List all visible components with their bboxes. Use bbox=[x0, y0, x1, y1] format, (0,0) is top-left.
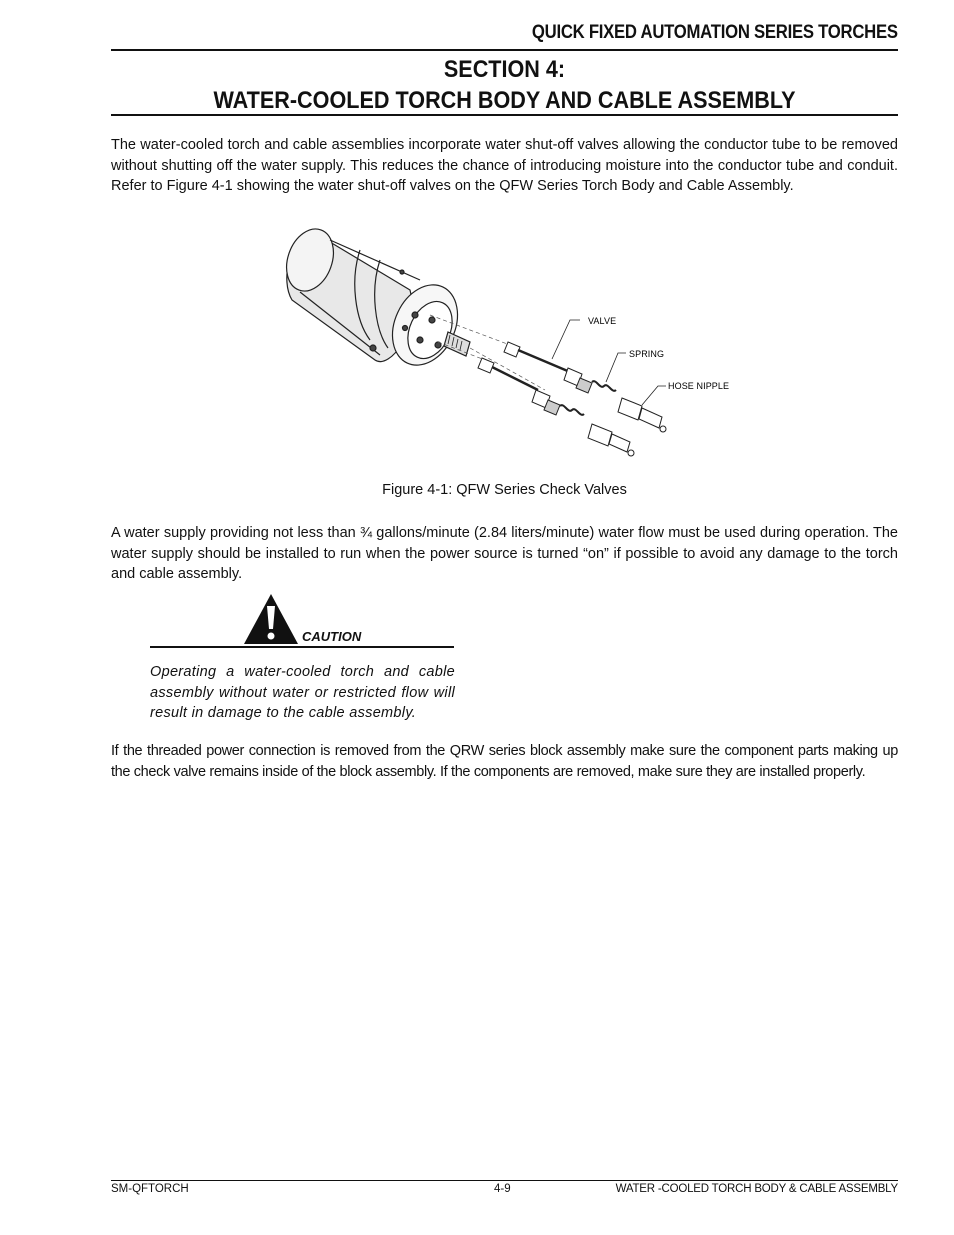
footer-left: SM-QFTORCH bbox=[111, 1183, 189, 1195]
check-valve-figure bbox=[270, 220, 740, 460]
callout-leaders bbox=[552, 320, 666, 405]
series-title: QUICK FIXED AUTOMATION SERIES TORCHES bbox=[532, 22, 898, 43]
header-rule bbox=[111, 49, 898, 51]
lower-valve-drawing bbox=[478, 358, 634, 456]
caution-text: Operating a water-cooled torch and cable assembly without water or restricted flow will result in damage to the cable assembly. bbox=[150, 664, 455, 721]
valve-label: VALVE bbox=[588, 316, 617, 326]
intro-paragraph: The water-cooled torch and cable assemblies incorporate water shut-off valves allowing the conductor tube to be removed without shutting off the water supply. This reduces the chance of introducing moisture into the conductor tube and conduit. Refer to Figure 4-1 showing the water shut-off valves on the QFW Series Torch Body and Cable Assembly. bbox=[111, 137, 898, 194]
caution-rule bbox=[150, 646, 454, 648]
footer-right: WATER -COOLED TORCH BODY & CABLE ASSEMBLY bbox=[615, 1183, 898, 1195]
power-connection-paragraph: If the threaded power connection is removed from the QRW series block assembly make sure the component parts making up the check valve remains inside of the block assembly. If the components are removed, make sure they are installed properly. bbox=[111, 743, 898, 780]
page-number: 4-9 bbox=[494, 1183, 511, 1195]
hose-nipple-label: HOSE NIPPLE bbox=[668, 381, 730, 391]
torch-body-drawing bbox=[278, 222, 470, 375]
warning-triangle-icon bbox=[242, 592, 300, 646]
section-rule bbox=[111, 114, 898, 116]
water-supply-paragraph: A water supply providing not less than ¾ gallons/minute (2.84 liters/minute) water flow must be used during operation. The water supply should be installed to run when the power source is turned “on” if possible to avoid any damage to the torch and cable assembly. bbox=[111, 525, 898, 582]
caution-label: CAUTION bbox=[302, 629, 362, 644]
spring-label: SPRING bbox=[629, 349, 665, 359]
footer-rule bbox=[111, 1180, 898, 1181]
section-number: SECTION 4: bbox=[443, 56, 566, 83]
figure-caption: Figure 4-1: QFW Series Check Valves bbox=[382, 482, 627, 498]
section-title: WATER-COOLED TORCH BODY AND CABLE ASSEMBLY bbox=[213, 87, 796, 114]
